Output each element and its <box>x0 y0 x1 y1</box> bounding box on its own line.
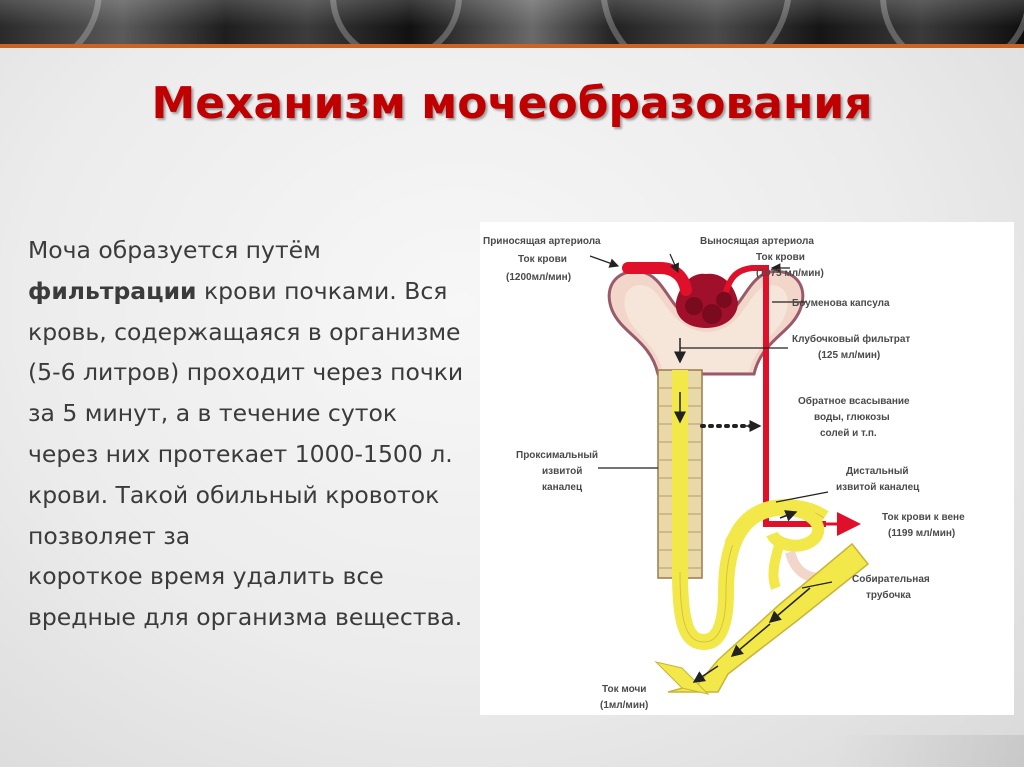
label-urine-2: (1мл/мин) <box>600 700 649 711</box>
nephron-diagram <box>480 222 1014 715</box>
body-text-part1: Моча образуется путём <box>28 236 321 264</box>
label-proximal-2: извитой <box>542 466 583 477</box>
label-efferent-3: (1075 мл/мин) <box>756 268 824 279</box>
slide-title: Механизм мочеобразования <box>151 78 873 129</box>
decorative-banner <box>0 0 1024 44</box>
label-reabs-2: воды, глюкозы <box>814 412 890 423</box>
label-collecting-1: Собирательная <box>852 574 930 585</box>
label-reabs-3: солей и т.п. <box>820 428 877 439</box>
label-proximal-3: каналец <box>542 482 583 493</box>
label-distal-2: извитой каналец <box>836 482 920 493</box>
label-proximal-1: Проксимальный <box>516 450 599 461</box>
label-collecting-2: трубочка <box>866 590 911 601</box>
accent-line <box>0 44 1024 48</box>
label-afferent-1: Приносящая артериола <box>483 236 601 247</box>
body-text-bold: фильтрации <box>28 276 197 305</box>
label-filtrate-2: (125 мл/мин) <box>818 350 881 361</box>
label-bowman: Боуменова капсула <box>792 298 890 309</box>
decorative-corner <box>830 735 1024 767</box>
label-vein-1: Ток крови к вене <box>882 512 965 523</box>
body-text-part3: короткое время удалить все вредные для организма вещества. <box>28 562 463 632</box>
label-vein-2: (1199 мл/мин) <box>888 528 956 539</box>
nephron-svg <box>480 222 1014 715</box>
body-text <box>28 230 468 638</box>
label-filtrate-1: Клубочковый фильтрат <box>792 334 911 345</box>
label-distal-1: Дистальный <box>846 466 909 477</box>
body-text-part2: крови почками. Вся кровь, содержащаяся в организме (5-6 литров) проходит через почки за 5 минут, а в течение суток через них протекает 1000-1500 л. крови. Такой обильный кровоток позволяет за <box>28 276 464 550</box>
label-efferent-1: Выносящая артериола <box>700 236 814 247</box>
label-reabs-1: Обратное всасывание <box>798 396 910 407</box>
label-efferent-2: Ток крови <box>756 252 805 263</box>
label-afferent-3: (1200мл/мин) <box>506 272 572 283</box>
label-afferent-2: Ток крови <box>518 254 567 265</box>
label-urine-1: Ток мочи <box>602 684 647 695</box>
